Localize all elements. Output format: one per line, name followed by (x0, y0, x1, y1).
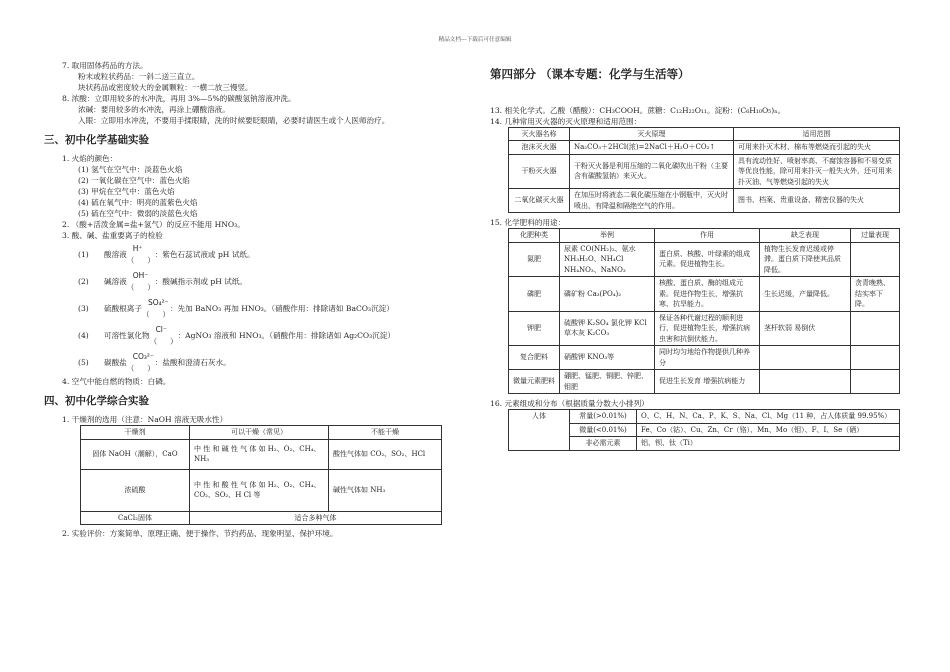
flame-item: (5) 硫在空气中：微弱的淡蓝色火焰 (78, 209, 198, 219)
table-cell (760, 370, 851, 394)
flame-item: (4) 硫在氧气中：明亮的蓝紫色火焰 (78, 198, 198, 208)
table-cell: 氮肥 (509, 242, 560, 277)
element-distribution-table (508, 409, 900, 451)
table-cell: 尿素 CO(NH₂)₂、氨水 NH₃H₂O、NH₄Cl NH₄NO₃、NaNO₃ (560, 242, 655, 277)
fertilizer-table (508, 228, 900, 394)
table-cell: 图书、档案、贵重设备、精密仪器的失火 (734, 189, 900, 213)
table-cell: 磷肥 (509, 277, 560, 312)
ion-reagent: ：紫色石蕊试液或 pH 试纸。 (154, 250, 255, 260)
item-14-heading: 14. 几种常用灭火器的灭火原理和适用范围： (490, 116, 642, 126)
table-cell: 酸性气体如 CO₂、SO₂、HCl (329, 439, 442, 469)
item-7-title: 7. 取用固体药品的方法。 (62, 61, 148, 70)
table-cell: 钾肥 (509, 311, 560, 346)
table-cell: 二氧化碳灭火器 (509, 189, 570, 213)
table-cell: 人体 (509, 410, 570, 451)
table-cell: 铝、钡、钛（Ti） (637, 437, 900, 451)
table-header: 作用 (655, 229, 760, 243)
table-cell: 常量(>0.01%) (570, 410, 637, 424)
ion-test-row: (5) 碳酸盐 （ CO₃²⁻ ） ：盐酸和澄清石灰水。 (78, 351, 231, 373)
table-cell (851, 311, 900, 346)
item-8-line-1: 8. 浓酸：立即用较多的水冲洗，再用 3%—5%的碳酸氢钠溶液冲洗。 (62, 94, 296, 103)
ion-symbol: CO₃²⁻ (132, 351, 154, 361)
table-cell: Na₂CO₃＋2HCl(浓)=2NaCl＋H₂O＋CO₂↑ (570, 141, 734, 155)
table-cell: 硝酸钾 KNO₃等 (560, 346, 655, 370)
table-header: 干燥剂 (81, 426, 190, 440)
section-3-title: 三、初中化学基础实验 (44, 134, 149, 146)
right-column (490, 60, 900, 451)
table-header: 过量表现 (851, 229, 900, 243)
item-4-note: 4. 空气中能自燃的物质：白磷。 (62, 377, 171, 387)
ion-num: (3) (78, 304, 89, 314)
ion-test-row: (1) 酸溶液 （ H⁺ ） ：紫色石蕊试液或 pH 试纸。 (78, 243, 255, 265)
flame-item: (3) 甲烷在空气中：蓝色火焰 (78, 187, 175, 197)
ion-symbol: OH⁻ (132, 270, 149, 280)
flame-item: (2) 一氧化碳在空气中：蓝色火焰 (78, 176, 190, 186)
item-15-heading: 15. 化学肥料的用途： (490, 218, 566, 228)
table-cell: 非必需元素 (570, 437, 637, 451)
table-cell (851, 242, 900, 277)
ion-num: (2) (78, 277, 89, 287)
table-cell: Fe、Co（钴）、Cu、Zn、Cr（铬）、Mn、Mo（钼）、F、I、Se（硒） (637, 423, 900, 437)
table-cell: 固体 NaOH（潮解），CaO (81, 439, 190, 469)
desiccant-heading: 1. 干燥剂的选用（注意：NaOH 溶液无吸水性） (62, 415, 228, 425)
ion-subject: 碱溶液 (104, 277, 127, 287)
table-cell: 复合肥料 (509, 346, 560, 370)
table-header: 化肥种类 (509, 229, 560, 243)
table-cell: 中 性 和 酸 性 气 体 如 H₂、O₂、CH₄、CO₂、SO₂、H Cl 等 (190, 469, 329, 511)
item-8-line-3: 入眼：立即用水冲洗，不要用手揉眼睛，洗的时候要眨眼睛，必要时请医生或个人医师治疗。 (78, 116, 390, 125)
item-13-formulas: 13. 相关化学式。乙酸（醋酸）：CH₃COOH。蔗糖：C₁₂H₂₂O₁₁。淀粉：(C₆H₁₀O₅)ₙ。 (490, 105, 786, 115)
table-cell: 泡沫灭火器 (509, 141, 570, 155)
item-16-heading: 16. 元素组成和分布（根据质量分数大小排列） (490, 399, 649, 409)
fire-extinguisher-table (508, 127, 900, 214)
table-cell: 同时均匀地给作物提供几种养分 (655, 346, 760, 370)
section-4-title: 四、初中化学综合实验 (44, 395, 149, 408)
ion-num: (5) (78, 358, 89, 368)
flame-color-heading: 1. 火焰的颜色： (62, 154, 118, 164)
item-8-line-2: 浓碱：要用较多的水冲洗，再涂上硼酸溶液。 (78, 105, 230, 114)
table-cell (851, 346, 900, 370)
part-4-title: 第四部分 （课本专题：化学与生活等） (490, 67, 690, 81)
table-cell: O、C、H、N、Ca、P、K、S、Na、Cl、Mg（11 种，占人体质量 99.95%） (637, 410, 900, 424)
ion-test-row: (4) 可溶性氯化物 （ Cl⁻ ） ：AgNO₃ 溶液和 HNO₃。（硝酸作用：排除诸如 Ag₂CO₃沉淀） (78, 324, 395, 346)
ion-reagent: ：酸碱指示剂或 pH 试纸。 (154, 277, 248, 287)
table-cell: 具有流动性好、喷射率高、不腐蚀容器和不易变质等优良性能，除可用来扑灭一般失火外，还可用来扑灭油、气等燃烧引起的失火 (734, 154, 900, 189)
ion-symbol: H⁺ (132, 243, 143, 253)
table-cell: 浓硫酸 (81, 469, 190, 511)
ion-subject: 碳酸盐 (104, 358, 127, 368)
table-cell (851, 370, 900, 394)
ion-num: (4) (78, 331, 89, 341)
ion-reagent: ：盐酸和澄清石灰水。 (154, 358, 231, 368)
table-cell: 可用来扑灭木材、棉布等燃烧而引起的失火 (734, 141, 900, 155)
table-cell: 贪青晚熟、结实率下降。 (851, 277, 900, 312)
desiccant-table (80, 425, 442, 525)
ion-symbol: Cl⁻ (155, 324, 167, 334)
table-cell: 磷矿粉 Ca₃(PO₄)₂ (560, 277, 655, 312)
table-header: 灭火原理 (570, 127, 734, 141)
table-cell: 保证各种代谢过程的顺利进行，促进植物生长，增强抗病虫害和抗倒伏能力。 (655, 311, 760, 346)
table-cell: 蛋白质、核酸、叶绿素的组成元素。促进植物生长。 (655, 242, 760, 277)
table-header: 举例 (560, 229, 655, 243)
ion-test-heading: 3. 酸、碱、盐重要离子的检验 (62, 231, 163, 241)
item-7-line-2: 块状药品或密度较大的金属颗粒：一横二放三慢竖。 (78, 83, 253, 92)
table-cell: 微量(<0.01%) (570, 423, 637, 437)
item-2-note: 2. （酸+活泼金属=盐+氢气）的反应不能用 HNO₃。 (62, 220, 245, 230)
ion-subject: 硫酸根离子 (104, 304, 142, 314)
ion-subject: 酸溶液 (104, 250, 127, 260)
table-cell (760, 346, 851, 370)
ion-test-row: (2) 碱溶液 （ OH⁻ ） ：酸碱指示剂或 pH 试纸。 (78, 270, 248, 292)
ion-subject: 可溶性氯化物 (104, 331, 150, 341)
table-cell: CaCl₂固体 (81, 511, 190, 525)
table-cell: 植物生长发育迟缓或停滞。蛋白质下降使其品质降低。 (760, 242, 851, 277)
table-cell: 微量元素肥料 (509, 370, 560, 394)
table-header: 灭火器名称 (509, 127, 570, 141)
table-header: 不能干燥 (329, 426, 442, 440)
ion-symbol: SO₄²⁻ (147, 297, 169, 307)
table-header: 缺乏表现 (760, 229, 851, 243)
table-cell: 硼肥、锰肥、铜肥、锌肥、钼肥 (560, 370, 655, 394)
table-cell: 干粉灭火器是利用压缩的二氧化碳吹出干粉（主要含有碳酸氢钠）来灭火。 (570, 154, 734, 189)
table-cell: 核酸、蛋白质、酶的组成元素。促进作物生长，增强抗寒、抗旱能力。 (655, 277, 760, 312)
table-cell: 硫酸钾 K₂SO₄ 氯化钾 KCl 草木灰 K₂CO₃ (560, 311, 655, 346)
ion-reagent: ：AgNO₃ 溶液和 HNO₃。（硝酸作用：排除诸如 Ag₂CO₃沉淀） (177, 331, 395, 341)
item-7-line-1: 粉末或粒状药品：一斜二送三直立。 (78, 72, 200, 81)
table-cell: 生长迟缓，产量降低。 (760, 277, 851, 312)
table-cell: 碱性气体如 NH₃ (329, 469, 442, 511)
table-cell: 在加压时将液态二氧化碳压缩在小钢瓶中，灭火时喷出，有降温和隔绝空气的作用。 (570, 189, 734, 213)
ion-num: (1) (78, 250, 89, 260)
table-cell: 适合多种气体 (190, 511, 442, 525)
table-header: 适用范围 (734, 127, 900, 141)
table-cell: 中 性 和 碱 性 气 体 如 H₂、O₂、CH₄、NH₃ (190, 439, 329, 469)
ion-test-row: (3) 硫酸根离子 （ SO₄²⁻ ） ：先加 BaNO₃ 再加 HNO₃。（硝酸作用：排除诸如 BaCO₃沉淀） (78, 297, 394, 319)
table-cell: 干粉灭火器 (509, 154, 570, 189)
left-column (44, 60, 447, 539)
item-2-evaluation: 2. 实验评价：方案简单、原理正确、便于操作、节约药品、现象明显、保护环境。 (62, 529, 338, 539)
ion-reagent: ：先加 BaNO₃ 再加 HNO₃。（硝酸作用：排除诸如 BaCO₃沉淀） (169, 304, 394, 314)
flame-item: (1) 氢气在空气中：淡蓝色火焰 (78, 165, 183, 175)
table-header: 可以干燥（常见） (190, 426, 329, 440)
table-cell: 促进生长发育 增强抗病能力 (655, 370, 760, 394)
page-header: 精品文档---下载后可任意编辑 (438, 37, 512, 43)
table-cell: 茎杆软弱 易倒伏 (760, 311, 851, 346)
